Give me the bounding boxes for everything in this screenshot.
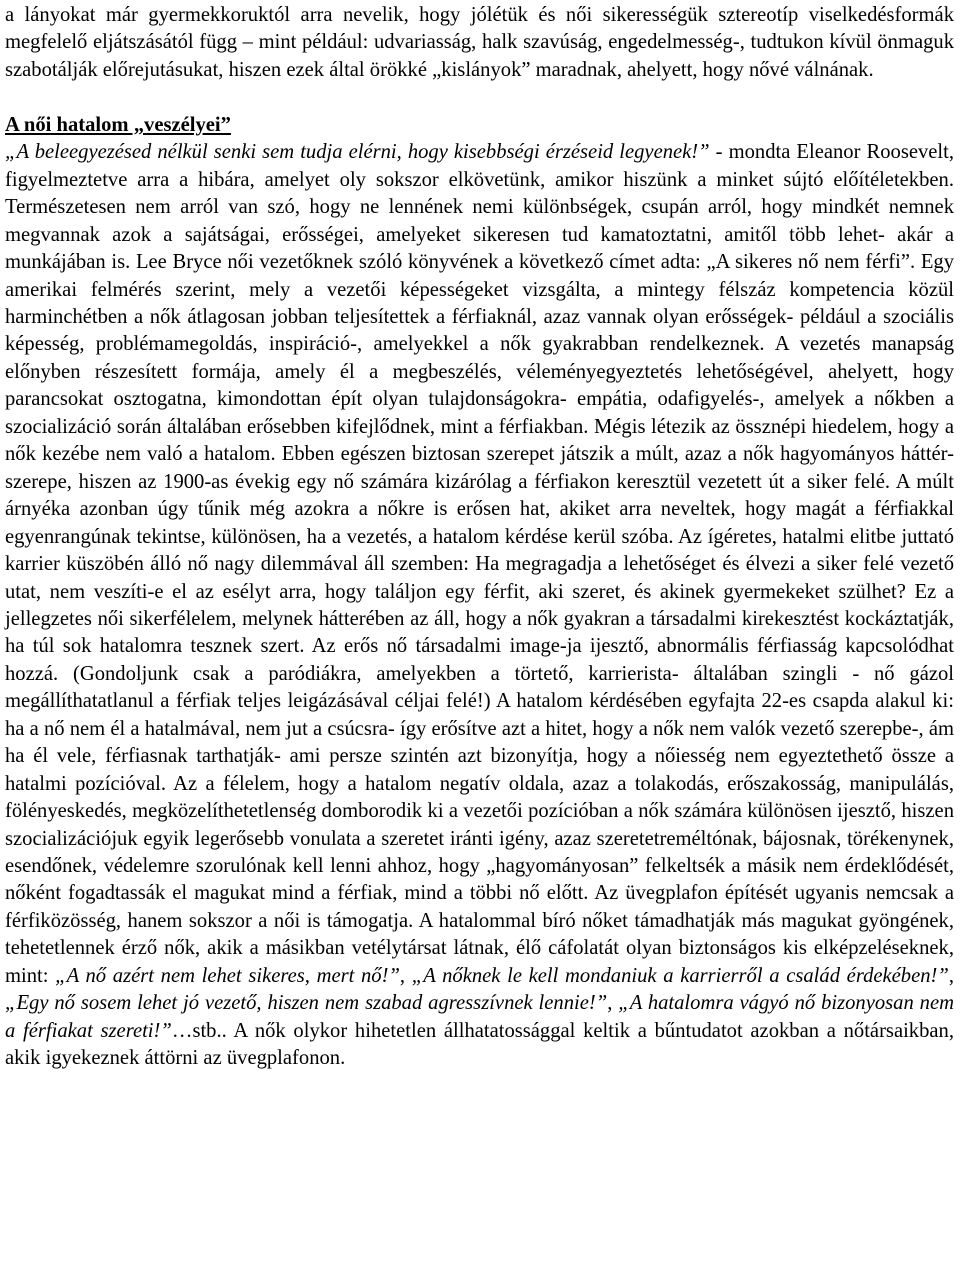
separator-3: , <box>607 992 613 1015</box>
stereotype-example-2: „A nőknek le kell mondaniuk a karrierről a család érdekében!” <box>411 964 949 987</box>
section-heading <box>5 112 954 139</box>
paragraph-spacer <box>5 84 954 111</box>
roosevelt-quote: „A beleegyezésed nélkül senki sem tudja elérni, hogy kisebbségi érzéseid legyenek!” <box>5 141 710 164</box>
main-paragraph <box>5 139 954 1072</box>
intro-paragraph: a lányokat már gyermekkoruktól arra nevelik, hogy jólétük és női sikerességük sztereotíp viselkedésformák megfelelő eljátszásától függ – mint például: udvariasság, halk szavúság, engedelmesség-, tudtukon kívül önmaguk szabotálják előrejutásukat, hiszen ezek által örökké „kislányok” maradnak, ahelyett, hogy nővé válnának. <box>5 4 954 81</box>
separator-1: , <box>399 964 406 987</box>
stereotype-example-1: „A nő azért nem lehet sikeres, mert nő!” <box>55 964 400 987</box>
separator-2: , <box>948 964 954 987</box>
closing-text: …stb.. A nők olykor hihetetlen állhatatossággal keltik a bűntudatot azokban a nőtársaikban, akik igyekeznek áttörni az üvegplafonon. <box>5 1019 954 1070</box>
stereotype-example-4: „A hatalomra vágyó nő bizonyosan nem a férfiakat szereti!” <box>5 992 954 1042</box>
main-paragraph-body: - mondta Eleanor Roosevelt, figyelmeztetve arra a hibára, amelyet oly sokszor elkövetünk, amikor hiszünk a minket sújtó előítéletekben. Természetesen nem arról van szó, hogy ne lennének nemi különbségek, csupán arról, hogy mindkét nemnek megvannak azok a sajátságai, erősségei, amelyeket sikeresen tud kamatoztatni, amitől több lehet- akár a munkájában is. Lee Bryce női vezetőknek szóló könyvének a következő címet adta: „A sikeres nő nem férfi”. Egy amerikai felmérés szerint, mely a vezetői képességeket vizsgálta, a mintegy félszáz kompetencia közül harminchétben a nők átlagosan jobban teljesítettek a férfiaknál, azaz vannak olyan erősségek- például a szociális képesség, problémamegoldás, inspiráció-, amelyekkel a nők gyakrabban rendelkeznek. A vezetés manapság előnyben részesített formája, amely él a megbeszélés, véleményegyeztetés lehetőségével, ahelyett, hogy parancsokat osztogatna, kimondottan épít olyan tulajdonságokra- empátia, odafigyelés-, amelyek a nőkben a szocializáció során általában erősebben kifejlődnek, mint a férfiakban. Mégis létezik az össznépi hiedelem, hogy a nők kezébe nem való a hatalom. Ebben egészen biztosan szerepet játszik a múlt, azaz a nők hagyományos háttér- szerepe, hiszen az 1900-as évekig egy nő számára kizárólag a férfiakon keresztül vezetett út a siker felé. A múlt árnyéka azonban úgy tűnik még azokra a nőkre is erősen hat, akiket arra neveltek, hogy magát a férfiakkal egyenrangúnak tekintse, különösen, ha a vezetés, a hatalom kérdése kerül szóba. Az ígéretes, hatalmi elitbe juttató karrier küszöbén álló nő nagy dilemmával áll szemben: Ha megragadja a lehetőséget és élvezi a siker felé vezető utat, nem veszíti-e el az esélyt arra, hogy találjon egy férfit, aki szeret, és akinek gyermekeket szülhet? Ez a jellegzetes női sikerfélelem, melynek hátterében az áll, hogy a nők gyakran a társadalmi kirekesztést kockáztatják, ha túl sok hatalomra tesznek szert. Az erős nő társadalmi image-ja ijesztő, abnormális férfiasság kapcsolódhat hozzá. (Gondoljunk csak a paródiákra, amelyekben a törtető, karrierista- általában szingli - nő gázol megállíthatatlanul a férfiak teljes leigázásával céljai felé!) A hatalom kérdésében egyfajta 22-es csapda alakul ki: ha a nő nem él a hatalmával, nem jut a csúcsra- így erősítve azt a hitet, hogy a nők nem valók vezető szerepbe-, ám ha él vele, férfiasnak tarthatják- ami persze szintén azt bizonyítja, hogy a nőiesség nem egyeztethető össze a hatalmi pozícióval. Az a félelem, hogy a hatalom negatív oldala, azaz a tolakodás, erőszakosság, manipulálás, fölényeskedés, megközelíthetetlenség domborodik ki a vezetői pozícióban a nők számára különösen ijesztő, hiszen szocializációjuk egyik legerősebb vonulata a szeretet iránti igény, azaz szeretetreméltónak, bájosnak, törékenynek, esendőnek, védelemre szorulónak kell lenni ahhoz, hogy „hagyományosan” felkeltsék a másik nem érdeklődését, nőként fogadtassák el magukat mind a férfiak, mind a többi nő előtt. Az üvegplafon építését ugyanis nemcsak a férfiközösség, hanem sokszor a női is támogatja. A hatalommal bíró nőket támadhatják más magukat gyöngének, tehetetlennek érző nők, akik a másikban vetélytársat látnak, élő cáfolatát olyan biztonságos kis elképzeléseknek, mint: <box>5 141 955 987</box>
section-heading-text: A női hatalom „veszélyei” <box>5 113 231 136</box>
stereotype-example-3: „Egy nő sosem lehet jó vezető, hiszen nem szabad agresszívnek lennie!” <box>5 992 608 1015</box>
